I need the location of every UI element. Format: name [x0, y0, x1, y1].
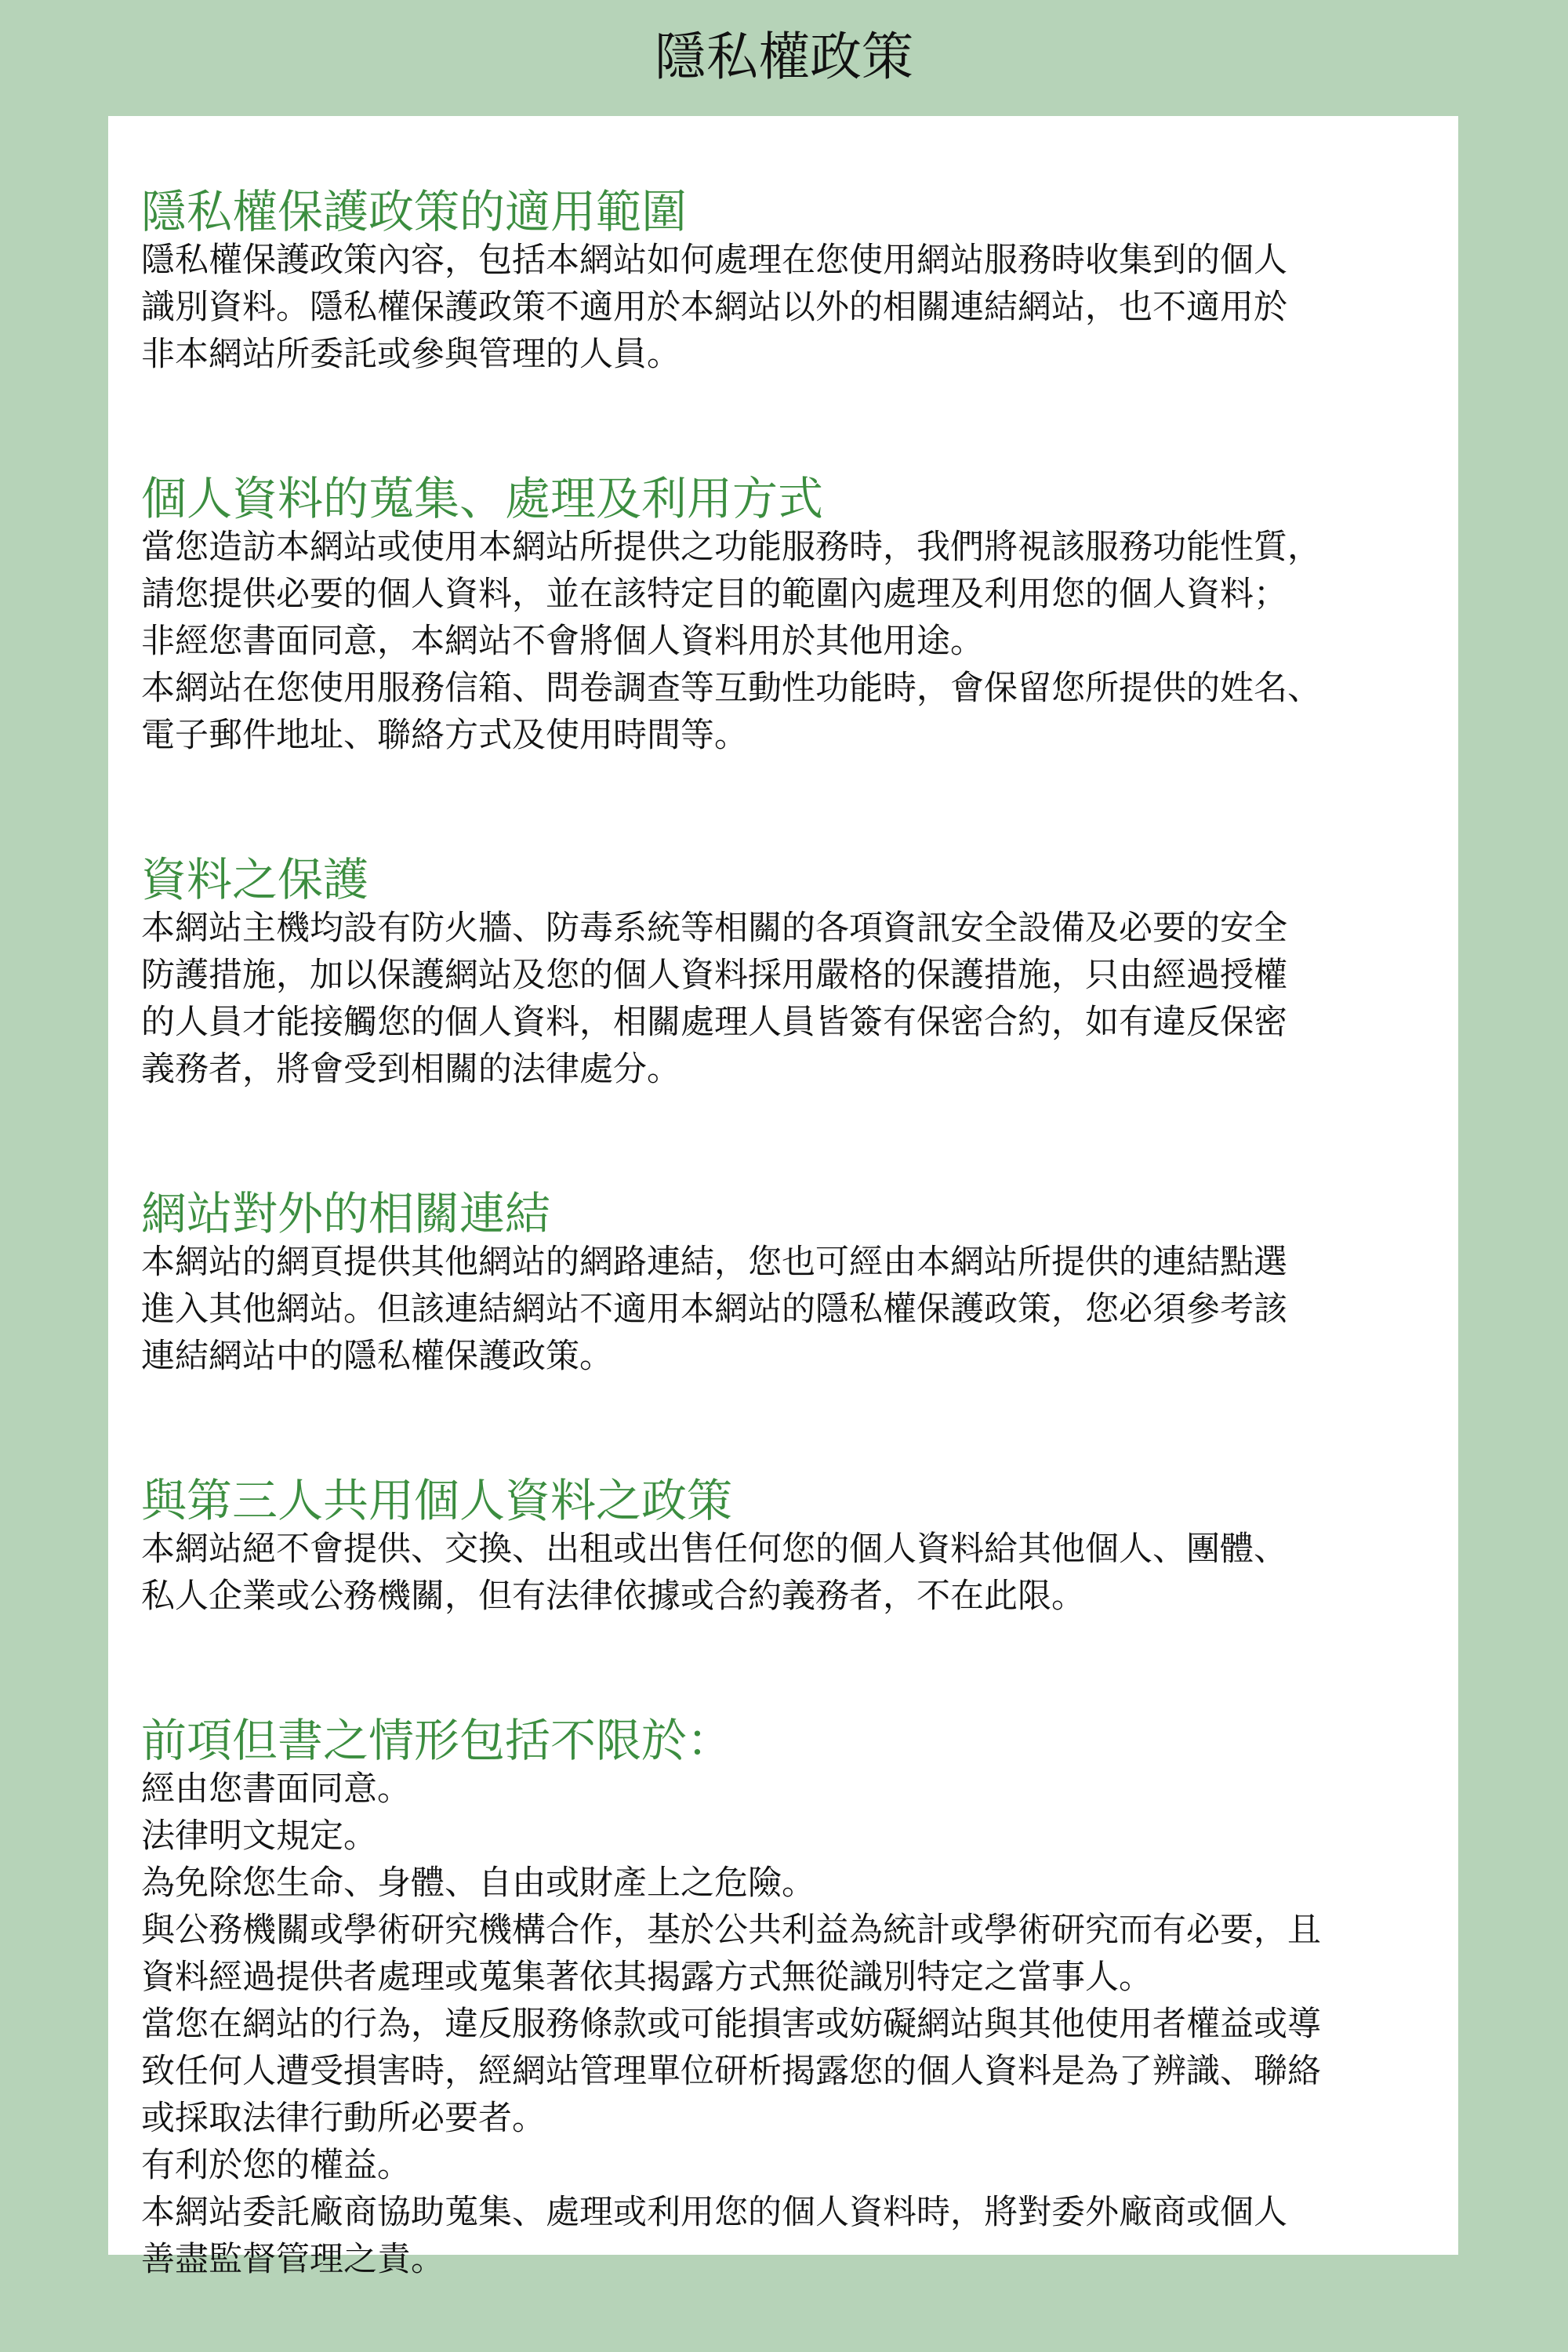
body-line: 經由您書面同意。 — [141, 1769, 411, 1809]
body-line: 有利於您的權益。 — [141, 2146, 411, 2185]
page-title: 隱私權政策 — [655, 27, 913, 87]
body-line: 的人員才能接觸您的個人資料，相關處理人員皆簽有保密合約，如有違反保密 — [141, 1003, 1287, 1042]
body-line: 或採取法律行動所必要者。 — [141, 2099, 546, 2138]
policy-section-scope — [141, 187, 1458, 378]
policy-content-card — [108, 116, 1458, 2279]
body-line: 防護措施，加以保護網站及您的個人資料採用嚴格的保護措施，只由經過授權 — [141, 956, 1287, 995]
section-heading: 個人資料的蒐集、處理及利用方式 — [141, 472, 824, 525]
section-body — [141, 237, 1458, 378]
section-heading: 與第三人共用個人資料之政策 — [141, 1474, 733, 1527]
body-line: 本網站在您使用服務信箱、問卷調查等互動性功能時，會保留您所提供的姓名、 — [141, 669, 1321, 708]
section-body — [141, 1766, 1458, 2283]
section-body — [141, 905, 1458, 1093]
body-line: 當您在網站的行為，違反服務條款或可能損害或妨礙網站與其他使用者權益或導 — [141, 2005, 1321, 2044]
body-line: 非經您書面同意，本網站不會將個人資料用於其他用途。 — [141, 622, 984, 661]
body-line: 非本網站所委託或參與管理的人員。 — [141, 335, 681, 374]
section-heading: 隱私權保護政策的適用範圍 — [141, 185, 688, 238]
body-line: 資料經過提供者處理或蒐集著依其揭露方式無從識別特定之當事人。 — [141, 1958, 1152, 1997]
section-body — [141, 524, 1458, 759]
body-line: 隱私權保護政策內容，包括本網站如何處理在您使用網站服務時收集到的個人 — [141, 241, 1287, 280]
policy-section-third-party — [141, 1475, 1458, 1620]
policy-section-protection — [141, 855, 1458, 1093]
section-body — [141, 1526, 1458, 1620]
body-line: 當您造訪本網站或使用本網站所提供之功能服務時，我們將視該服務功能性質， — [141, 528, 1321, 567]
body-line: 進入其他網站。但該連結網站不適用本網站的隱私權保護政策，您必須參考該 — [141, 1290, 1287, 1329]
body-line: 為免除您生命、身體、自由或財產上之危險。 — [141, 1864, 815, 1903]
body-line: 識別資料。隱私權保護政策不適用於本網站以外的相關連結網站，也不適用於 — [141, 288, 1287, 327]
body-line: 致任何人遭受損害時，經網站管理單位研析揭露您的個人資料是為了辨識、聯絡 — [141, 2052, 1321, 2091]
body-line: 本網站的網頁提供其他網站的網路連結，您也可經由本網站所提供的連結點選 — [141, 1243, 1287, 1282]
section-heading: 網站對外的相關連結 — [141, 1187, 551, 1240]
policy-section-external-links — [141, 1189, 1458, 1380]
policy-section-exceptions — [141, 1715, 1458, 2283]
section-body — [141, 1239, 1458, 1380]
body-line: 本網站絕不會提供、交換、出租或出售任何您的個人資料給其他個人、團體、 — [141, 1530, 1287, 1569]
body-line: 與公務機關或學術研究機構合作，基於公共利益為統計或學術研究而有必要，且 — [141, 1911, 1321, 1950]
body-line: 法律明文規定。 — [141, 1817, 377, 1856]
body-line: 電子郵件地址、聯絡方式及使用時間等。 — [141, 716, 748, 755]
body-line: 本網站委託廠商協助蒐集、處理或利用您的個人資料時，將對委外廠商或個人 — [141, 2193, 1287, 2232]
body-line: 義務者，將會受到相關的法律處分。 — [141, 1050, 681, 1089]
body-line: 善盡監督管理之責。 — [141, 2240, 445, 2279]
body-line: 請您提供必要的個人資料，並在該特定目的範圍內處理及利用您的個人資料； — [141, 575, 1287, 614]
body-line: 私人企業或公務機關，但有法律依據或合約義務者，不在此限。 — [141, 1577, 1085, 1616]
section-heading: 資料之保護 — [141, 853, 369, 906]
policy-section-collection — [141, 474, 1458, 759]
section-heading: 前項但書之情形包括不限於： — [141, 1714, 733, 1767]
body-line: 連結網站中的隱私權保護政策。 — [141, 1337, 613, 1376]
body-line: 本網站主機均設有防火牆、防毒系統等相關的各項資訊安全設備及必要的安全 — [141, 909, 1287, 948]
